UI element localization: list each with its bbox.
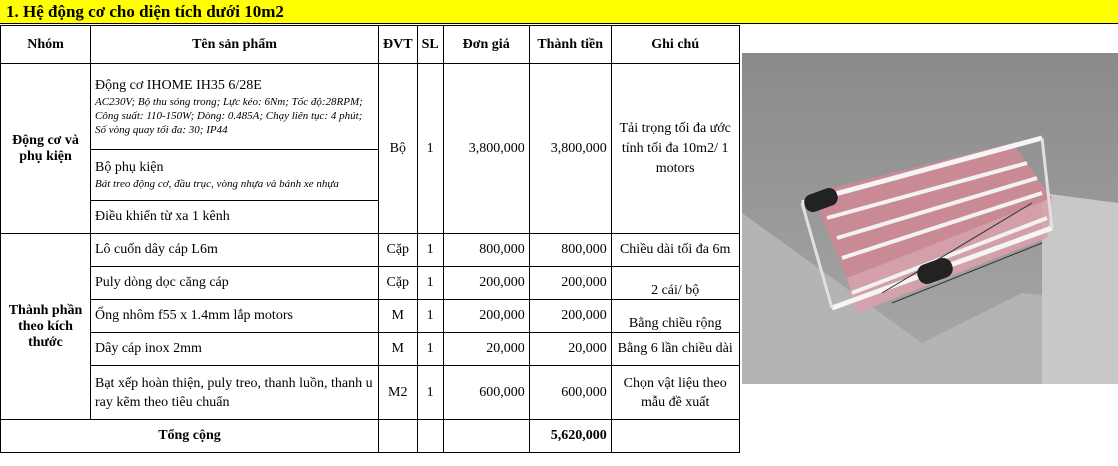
side-wall xyxy=(1042,193,1118,384)
unit-cell: Cặp xyxy=(379,234,418,267)
note-cell: Bằng chiều rộng xyxy=(611,300,739,333)
product-name: Ống nhôm f55 x 1.4mm lắp motors xyxy=(91,300,379,333)
header-unit: ĐVT xyxy=(379,26,418,64)
product-name: Bạt xếp hoàn thiện, puly treo, thanh luồn, thanh u ray kẽm theo tiêu chuẩn xyxy=(91,366,379,420)
unit-cell: M2 xyxy=(379,366,418,420)
unit-cell: Bộ xyxy=(379,64,418,234)
amount-cell: 20,000 xyxy=(529,333,611,366)
product-cell xyxy=(91,150,379,201)
total-amount: 5,620,000 xyxy=(529,420,611,453)
empty-cell xyxy=(417,420,443,453)
product-name: Bộ phụ kiện xyxy=(95,160,164,175)
note-cell: Bằng 6 lần chiều dài xyxy=(611,333,739,366)
note-cell: Chọn vật liệu theo mẫu đề xuất xyxy=(611,366,739,420)
unit-cell: Cặp xyxy=(379,267,418,300)
header-note: Ghi chú xyxy=(611,26,739,64)
note-cell: Tải trọng tối đa ước tính tối đa 10m2/ 1 motors xyxy=(611,64,739,234)
total-label: Tổng cộng xyxy=(1,420,379,453)
group-label: Động cơ và phụ kiện xyxy=(1,64,91,234)
table-row xyxy=(1,234,740,267)
table-row xyxy=(1,366,740,420)
product-desc: Bát treo động cơ, đầu trục, vòng nhựa và bánh xe nhựa xyxy=(95,178,339,190)
empty-cell xyxy=(443,420,529,453)
price-cell: 20,000 xyxy=(443,333,529,366)
section-title-bar xyxy=(0,0,1118,24)
note-cell: 2 cái/ bộ xyxy=(611,267,739,300)
qty-cell: 1 xyxy=(417,234,443,267)
group-label: Thành phần theo kích thước xyxy=(1,234,91,420)
section-title: 1. Hệ động cơ cho diện tích dưới 10m2 xyxy=(6,2,284,21)
amount-cell: 600,000 xyxy=(529,366,611,420)
table-row xyxy=(1,300,740,333)
product-desc: AC230V; Bộ thu sóng trong; Lực kéo: 6Nm; Tốc độ:28RPM; Công suất: 110-150W; Dòng: 0.485A; Chạy liên tục: 4 phút; Số vòng quay tối đa: 30; IP44 xyxy=(95,95,363,136)
product-name: Puly dòng dọc căng cáp xyxy=(91,267,379,300)
product-name: Dây cáp inox 2mm xyxy=(91,333,379,366)
unit-cell: M xyxy=(379,333,418,366)
qty-cell: 1 xyxy=(417,64,443,234)
note-cell: Chiều dài tối đa 6m xyxy=(611,234,739,267)
unit-cell: M xyxy=(379,300,418,333)
header-product: Tên sản phẩm xyxy=(91,26,379,64)
product-name: Điều khiển từ xa 1 kênh xyxy=(91,201,379,234)
empty-cell xyxy=(379,420,418,453)
price-cell: 200,000 xyxy=(443,300,529,333)
qty-cell: 1 xyxy=(417,333,443,366)
amount-cell: 800,000 xyxy=(529,234,611,267)
price-cell: 200,000 xyxy=(443,267,529,300)
product-name: Động cơ IHOME IH35 6/28E xyxy=(95,77,262,93)
amount-cell: 200,000 xyxy=(529,300,611,333)
empty-cell xyxy=(611,420,739,453)
retractable-awning-illustration xyxy=(742,53,1118,384)
table-row xyxy=(1,64,740,150)
amount-cell: 200,000 xyxy=(529,267,611,300)
product-render-image xyxy=(742,53,1118,384)
header-qty: SL xyxy=(417,26,443,64)
qty-cell: 1 xyxy=(417,366,443,420)
table-row xyxy=(1,267,740,300)
qty-cell: 1 xyxy=(417,300,443,333)
header-amount: Thành tiền xyxy=(529,26,611,64)
product-cell xyxy=(91,64,379,150)
price-cell: 800,000 xyxy=(443,234,529,267)
qty-cell: 1 xyxy=(417,267,443,300)
total-row xyxy=(1,420,740,453)
amount-cell: 3,800,000 xyxy=(529,64,611,234)
price-table xyxy=(0,25,740,453)
header-price: Đơn giá xyxy=(443,26,529,64)
price-cell: 3,800,000 xyxy=(443,64,529,234)
header-row xyxy=(1,26,740,64)
price-cell: 600,000 xyxy=(443,366,529,420)
table-row xyxy=(1,333,740,366)
product-name: Lô cuốn dây cáp L6m xyxy=(91,234,379,267)
header-group: Nhóm xyxy=(1,26,91,64)
